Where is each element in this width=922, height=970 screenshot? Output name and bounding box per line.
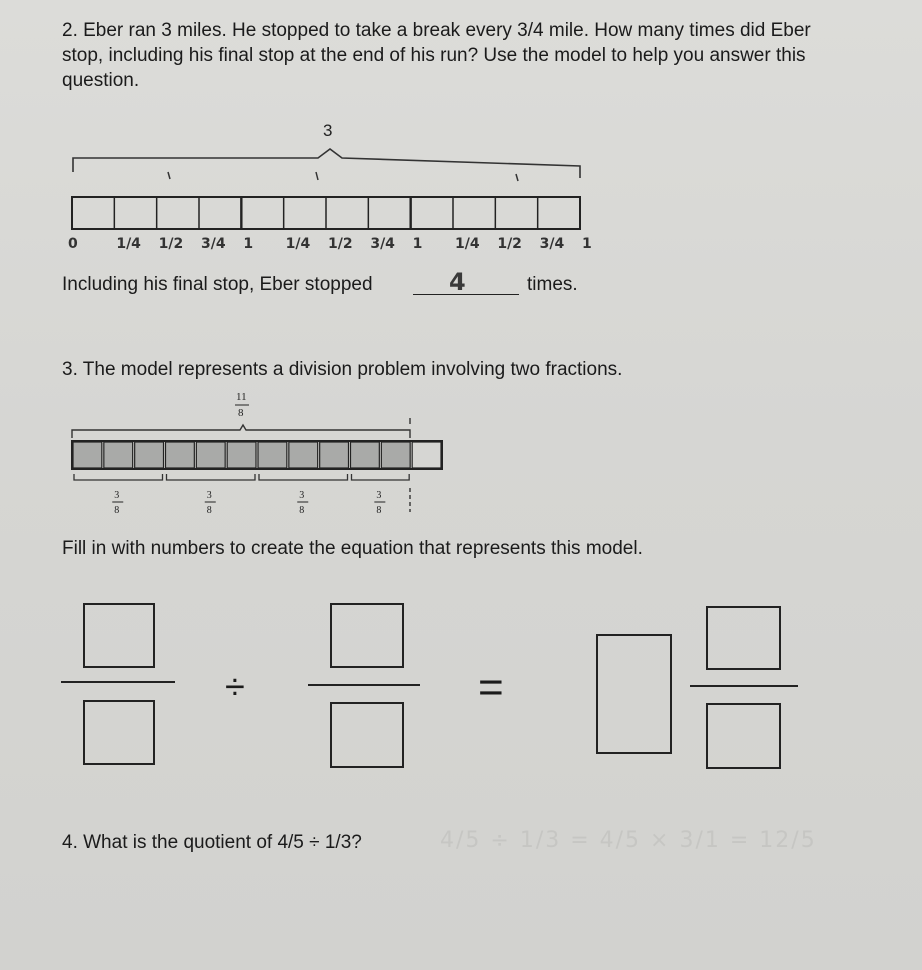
- divisor-denominator-box[interactable]: [330, 702, 404, 768]
- fill-instructions: Fill in with numbers to create the equation that represents this model.: [62, 538, 643, 559]
- tick-label: 1/2: [158, 236, 184, 252]
- answer-fraction-bar: [690, 685, 798, 687]
- tick-label: 1: [243, 236, 254, 252]
- model-total-label: 3: [323, 121, 333, 140]
- faint-handwritten-work: 4/5 ÷ 1/3 = 4/5 × 3/1 = 12/5: [440, 828, 817, 853]
- shaded-eighth: [227, 442, 256, 468]
- shaded-eighth: [289, 442, 318, 468]
- group-bracket: [74, 474, 163, 480]
- group-label-den: 8: [206, 505, 212, 516]
- group-label-num: 3: [206, 490, 212, 501]
- answer-numerator-box[interactable]: [706, 606, 781, 670]
- tick-label: 3/4: [201, 236, 226, 252]
- dividend-fraction-bar: [61, 681, 175, 683]
- divisor-numerator-box[interactable]: [330, 603, 404, 668]
- dividend-numerator-box[interactable]: [83, 603, 155, 668]
- tick-label: 1/4: [285, 236, 311, 252]
- model-brace: [72, 425, 410, 438]
- unshaded-eighth: [412, 442, 441, 468]
- whole-number-box[interactable]: [596, 634, 672, 754]
- shaded-eighth: [166, 442, 195, 468]
- tick-label: 3/4: [370, 236, 395, 252]
- tick-label: 3/4: [539, 236, 565, 252]
- shaded-eighth: [104, 442, 133, 468]
- tick-label: 1/2: [497, 236, 522, 252]
- divisor-fraction-bar: [308, 684, 420, 686]
- tick-label: 1/2: [328, 236, 353, 252]
- question-3-text: 3. The model represents a division problem involving two fractions.: [62, 359, 623, 380]
- group-label-num: 3: [299, 490, 305, 501]
- tick-label: 1/4: [116, 236, 141, 252]
- group-label-den: 8: [376, 505, 382, 516]
- tick-label: 1: [582, 236, 592, 252]
- divide-sign: ÷: [225, 666, 245, 707]
- group-bracket: [167, 474, 256, 480]
- shaded-eighth: [381, 442, 410, 468]
- group-label-den: 8: [114, 505, 120, 516]
- group-label-den: 8: [299, 505, 305, 516]
- stop-sentence-end: times.: [527, 274, 578, 295]
- shaded-eighth: [320, 442, 349, 468]
- shaded-eighth: [73, 442, 102, 468]
- equals-sign: =: [478, 663, 504, 712]
- group-bracket: [259, 474, 348, 480]
- shaded-eighth: [258, 442, 287, 468]
- tick-label: 0: [68, 236, 78, 252]
- group-labels: [112, 490, 385, 516]
- tick-label: 1: [412, 236, 423, 252]
- question-4-text: 4. What is the quotient of 4/5 ÷ 1/3?: [62, 832, 362, 853]
- tick-label: 1/4: [455, 236, 480, 252]
- group-label-num: 3: [376, 490, 382, 501]
- shaded-eighth: [196, 442, 225, 468]
- bar-cells: [73, 442, 441, 468]
- answer-denominator-box[interactable]: [706, 703, 781, 769]
- shaded-eighth: [135, 442, 164, 468]
- question-2-text: 2. Eber ran 3 miles. He stopped to take a break every 3/4 mile. How many times did Eber stop, including his final stop at the end of his run? Use the model to help you answer this question.: [62, 20, 811, 91]
- stop-sentence-start: Including his final stop, Eber stopped: [62, 274, 373, 295]
- shaded-eighth: [351, 442, 380, 468]
- total-label-den: 8: [238, 407, 244, 419]
- group-brackets: [74, 474, 410, 512]
- dividend-denominator-box[interactable]: [83, 700, 155, 765]
- group-bracket: [352, 474, 410, 480]
- group-label-num: 3: [114, 490, 120, 501]
- handwritten-answer: 4: [449, 268, 466, 296]
- total-label-num: 11: [236, 391, 247, 403]
